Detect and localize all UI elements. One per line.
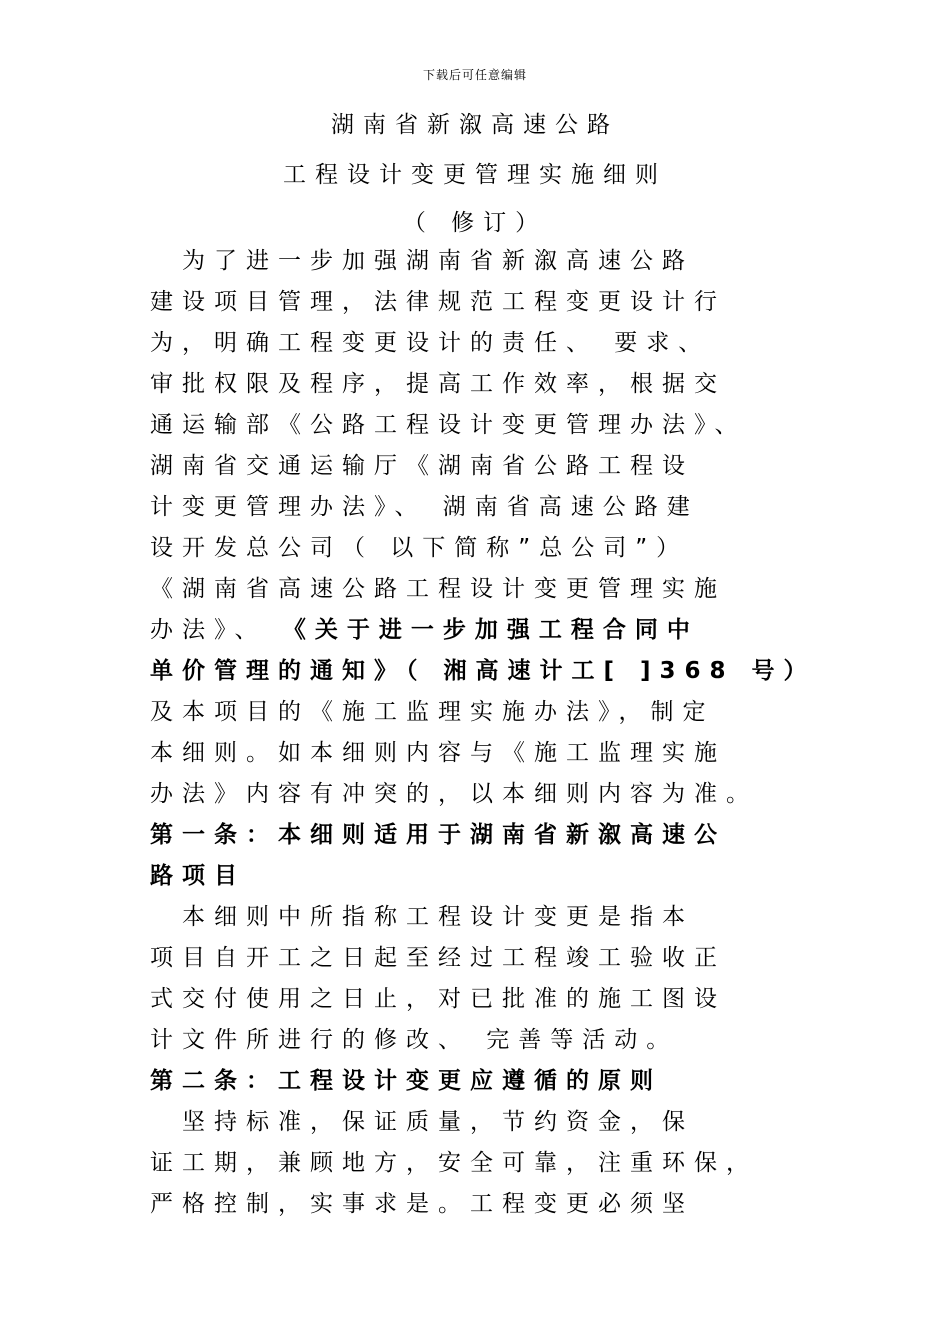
body-line: 严格控制，实事求是。工程变更必须坚 (150, 1191, 694, 1217)
body-line: 项目自开工之日起至经过工程竣工验收正 (150, 945, 726, 971)
body-line: 审批权限及程序，提高工作效率，根据交 (150, 371, 726, 397)
body-line-mixed (150, 615, 699, 645)
body-line-part: 办法》、 (150, 617, 283, 643)
document-title-line-2: 工程设计变更管理实施细则 (283, 162, 667, 188)
document-title-line-1: 湖南省新溆高速公路 (331, 112, 619, 138)
body-line: 为，明确工程变更设计的责任、 要求、 (150, 330, 711, 356)
body-line: 及本项目的《施工监理实施办法》，制定 (150, 699, 715, 725)
body-line: 湖南省交通运输厅《湖南省公路工程设 (150, 453, 694, 479)
body-line: 坚持标准，保证质量，节约资金，保 (150, 1109, 694, 1135)
body-line: 办法》内容有冲突的，以本细则内容为准。 (150, 781, 758, 807)
body-line: 为了进一步加强湖南省新溆高速公路 (150, 248, 694, 274)
body-line: 本细则中所指称工程设计变更是指本 (150, 904, 694, 930)
body-line: 计文件所进行的修改、 完善等活动。 (150, 1027, 679, 1053)
bold-reference: 《关于进一步加强工程合同中 (282, 617, 699, 643)
body-line: 证工期，兼顾地方，安全可靠，注重环保， (150, 1150, 758, 1176)
body-line: 通运输部《公路工程设计变更管理办法》、 (150, 412, 747, 438)
bold-reference-line: 单价管理的通知》（ 湘高速计工[ ]368 号） (150, 658, 816, 684)
article-heading: 路项目 (150, 863, 246, 889)
body-line: 式交付使用之日止，对已批准的施工图设 (150, 986, 726, 1012)
body-line: 设开发总公司（ 以下简称”总公司”） (150, 535, 689, 561)
article-heading: 第一条：本细则适用于湖南省新溆高速公 (150, 822, 726, 848)
page-header: 下载后可任意编辑 (422, 68, 527, 82)
article-heading: 第二条：工程设计变更应遵循的原则 (150, 1068, 662, 1094)
body-line: 本细则。如本细则内容与《施工监理实施 (150, 740, 726, 766)
body-line: 计变更管理办法》、 湖南省高速公路建 (150, 494, 699, 520)
body-line: 建设项目管理，法律规范工程变更设计行 (150, 289, 726, 315)
body-line: 《湖南省高速公路工程设计变更管理实施 (150, 576, 726, 602)
document-title-line-3: （ 修订） (402, 210, 548, 236)
